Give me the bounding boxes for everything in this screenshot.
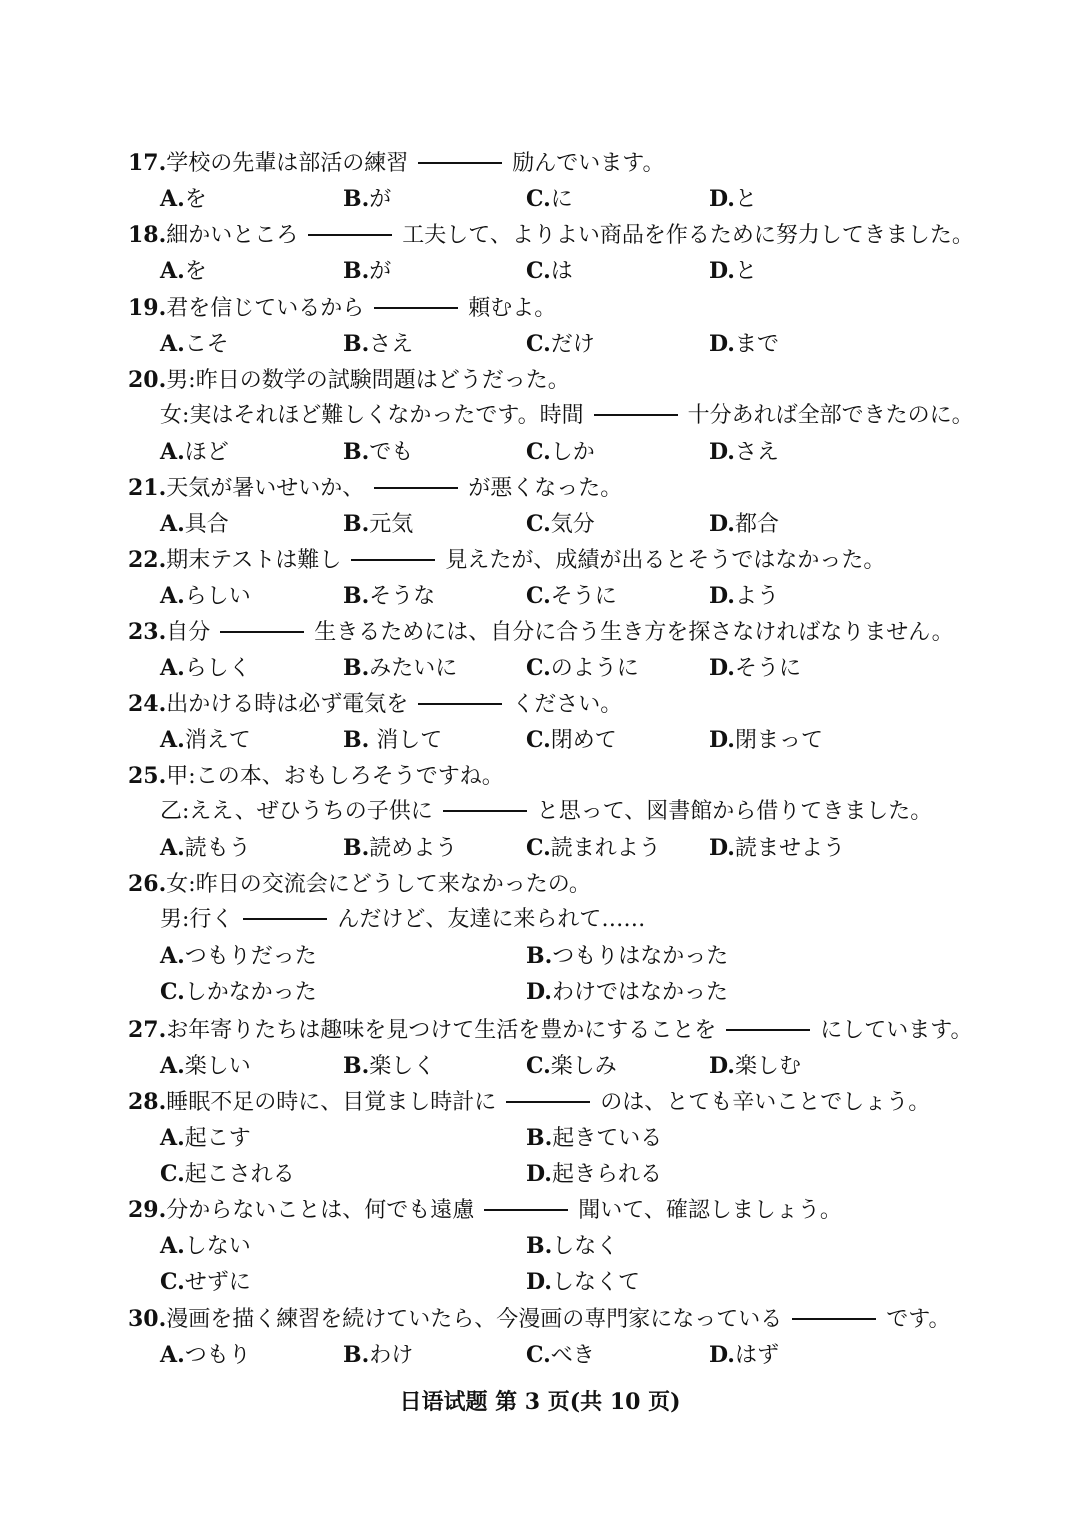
stem-text-after: 十分あれば全部できたのに。: [687, 403, 974, 428]
option-letter: D.: [709, 258, 735, 284]
option-text: 消して: [369, 728, 443, 753]
option-d: [709, 722, 823, 759]
stem-text-before: 男:行く: [160, 907, 234, 932]
option-letter: D.: [709, 439, 735, 465]
option-text: 気分: [550, 512, 595, 537]
option-d: [526, 974, 728, 1011]
question-23: [0, 614, 1080, 686]
option-letter: B.: [343, 583, 370, 609]
option-letter: A.: [160, 727, 185, 753]
answer-blank: [443, 810, 527, 812]
option-c: [526, 326, 595, 363]
option-letter: B.: [343, 655, 370, 681]
stem-text-before: 漫画を描く練習を続けていたら、今漫画の専門家になっている: [166, 1307, 783, 1332]
option-letter: D.: [709, 186, 735, 212]
dialogue-line-1: 男:昨日の数学の試験問題はどうだった。: [166, 368, 570, 393]
stem-text-after: 工夫して、よりよい商品を作るために努力してきました。: [402, 223, 974, 248]
page-footer: 日语试题 第 3 页(共 10 页): [399, 1389, 681, 1415]
option-c: [160, 1156, 295, 1193]
stem-text-after: が悪くなった。: [468, 476, 623, 501]
question-number: 25.: [128, 763, 167, 789]
option-d: [709, 650, 801, 687]
option-text: 起こす: [184, 1126, 251, 1151]
option-letter: B.: [343, 1053, 370, 1079]
option-text: こそ: [184, 332, 229, 357]
option-letter: D.: [709, 331, 735, 357]
answer-blank: [243, 918, 327, 920]
option-c: [160, 1264, 251, 1301]
stem-text-after: です。: [886, 1307, 951, 1332]
dialogue-line-2: [160, 902, 645, 938]
option-text: しかなかった: [184, 980, 317, 1005]
option-c: [526, 722, 617, 759]
option-c: [526, 181, 573, 218]
question-number: 20.: [128, 367, 167, 393]
stem-text-before: 自分: [166, 620, 211, 645]
question-24: [0, 686, 1080, 758]
option-letter: C.: [526, 186, 551, 212]
option-letter: D.: [709, 727, 735, 753]
option-text: 起きている: [552, 1126, 663, 1151]
option-letter: B.: [343, 511, 370, 537]
stem-text-after: んだけど、友達に来られて……: [337, 907, 646, 932]
option-letter: D.: [709, 511, 735, 537]
option-letter: A.: [160, 511, 185, 537]
option-text: 読めよう: [369, 836, 458, 861]
question-18: [0, 217, 1080, 289]
stem-text-after: と思って、図書館から借りてきました。: [536, 799, 933, 824]
option-letter: D.: [526, 979, 552, 1005]
option-c: [526, 578, 617, 615]
answer-blank: [418, 703, 502, 705]
option-text: を: [184, 259, 207, 284]
option-a: [160, 1048, 251, 1085]
answer-blank: [374, 487, 458, 489]
question-number: 17.: [128, 150, 167, 176]
option-text: つもりだった: [184, 944, 317, 969]
option-a: [160, 434, 229, 471]
question-stem: [128, 470, 622, 507]
option-letter: C.: [526, 727, 551, 753]
option-d: [709, 434, 779, 471]
question-number: 24.: [128, 691, 167, 717]
stem-text-after: 励んでいます。: [512, 151, 665, 176]
answer-blank: [484, 1209, 568, 1211]
answer-blank: [220, 631, 304, 633]
option-b: [526, 1120, 662, 1157]
option-d: [526, 1264, 640, 1301]
question-stem: [128, 1301, 951, 1338]
option-text: に: [550, 187, 573, 212]
option-letter: D.: [709, 583, 735, 609]
dialogue-line-2: [160, 794, 932, 830]
question-22: [0, 542, 1080, 614]
option-a: [160, 1120, 251, 1157]
option-a: [160, 650, 251, 687]
option-letter: A.: [160, 943, 185, 969]
option-text: 消えて: [184, 728, 251, 753]
option-b: [343, 506, 413, 543]
option-b: [526, 938, 728, 975]
option-text: つもりはなかった: [552, 944, 729, 969]
option-letter: C.: [526, 331, 551, 357]
option-c: [526, 506, 595, 543]
question-stem: [128, 1012, 973, 1049]
option-letter: C.: [526, 583, 551, 609]
option-d: [709, 506, 779, 543]
stem-text-after: 聞いて、確認しましょう。: [578, 1198, 842, 1223]
option-text: べき: [550, 1343, 595, 1368]
option-letter: C.: [160, 979, 185, 1005]
option-b: [343, 434, 413, 471]
option-b: [343, 326, 413, 363]
stem-text-after: 頼むよ。: [468, 296, 557, 321]
option-text: でも: [369, 440, 414, 465]
answer-blank: [374, 307, 458, 309]
stem-text-before: 期末テストは難し: [166, 548, 342, 573]
option-letter: B.: [526, 1125, 553, 1151]
option-letter: C.: [526, 835, 551, 861]
option-b: [526, 1228, 618, 1265]
option-a: [160, 830, 251, 867]
option-text: 元気: [369, 512, 414, 537]
stem-text-before: 睡眠不足の時に、目覚まし時計に: [166, 1090, 497, 1115]
option-text: 閉めて: [550, 728, 617, 753]
option-text: しなく: [552, 1234, 619, 1259]
option-d: [709, 830, 845, 867]
question-number: 21.: [128, 475, 167, 501]
option-letter: C.: [526, 511, 551, 537]
option-c: [526, 830, 661, 867]
option-letter: C.: [160, 1161, 185, 1187]
option-text: しなくて: [551, 1270, 640, 1295]
option-b: [343, 1337, 413, 1374]
option-letter: B.: [343, 439, 370, 465]
option-a: [160, 578, 251, 615]
option-letter: B.: [343, 835, 370, 861]
stem-text-after: 生きるためには、自分に合う生き方を探さなければなりません。: [314, 620, 954, 645]
option-text: が: [369, 259, 392, 284]
option-a: [160, 253, 207, 290]
question-stem: [128, 362, 570, 399]
option-letter: B.: [343, 1342, 370, 1368]
question-number: 29.: [128, 1197, 167, 1223]
dialogue-line-1: 女:昨日の交流会にどうして来なかったの。: [166, 872, 591, 897]
option-a: [160, 938, 317, 975]
option-a: [160, 181, 207, 218]
question-stem: [128, 758, 504, 795]
option-letter: B.: [343, 186, 370, 212]
answer-blank: [726, 1029, 810, 1031]
option-letter: B.: [343, 331, 370, 357]
option-letter: A.: [160, 1125, 185, 1151]
option-c: [526, 434, 595, 471]
option-b: [343, 181, 391, 218]
option-text: はず: [734, 1343, 779, 1368]
option-letter: C.: [526, 439, 551, 465]
option-c: [160, 974, 317, 1011]
question-21: [0, 470, 1080, 542]
stem-text-after: 見えたが、成績が出るとそうではなかった。: [445, 548, 886, 573]
answer-blank: [792, 1318, 876, 1320]
option-text: 読もう: [184, 836, 251, 861]
option-letter: B.: [343, 258, 370, 284]
option-letter: D.: [526, 1161, 552, 1187]
option-text: 起きられる: [551, 1162, 662, 1187]
dialogue-line-2: [160, 398, 974, 434]
option-d: [709, 326, 779, 363]
answer-blank: [308, 234, 392, 236]
stem-text-before: お年寄りたちは趣味を見つけて生活を豊かにすることを: [166, 1018, 717, 1043]
option-d: [709, 181, 757, 218]
question-19: [0, 290, 1080, 362]
option-a: [160, 1337, 251, 1374]
option-b: [343, 650, 457, 687]
option-text: よう: [734, 584, 779, 609]
question-number: 27.: [128, 1017, 167, 1043]
option-text: まで: [734, 332, 779, 357]
option-b: [343, 830, 457, 867]
question-20: [0, 362, 1080, 470]
option-a: [160, 506, 229, 543]
option-text: そうに: [550, 584, 617, 609]
option-text: 具合: [184, 512, 229, 537]
question-stem: [128, 145, 665, 182]
option-letter: C.: [160, 1269, 185, 1295]
question-stem: [128, 614, 954, 651]
option-d: [526, 1156, 662, 1193]
option-b: [343, 722, 442, 759]
option-letter: C.: [526, 1342, 551, 1368]
option-letter: A.: [160, 1342, 185, 1368]
option-text: と: [734, 259, 757, 284]
question-number: 26.: [128, 871, 167, 897]
stem-text-before: 分からないことは、何でも遠慮: [166, 1198, 475, 1223]
option-d: [709, 1048, 801, 1085]
option-text: そうな: [369, 584, 436, 609]
option-letter: D.: [709, 835, 735, 861]
option-letter: A.: [160, 331, 185, 357]
option-letter: A.: [160, 583, 185, 609]
option-text: 楽しい: [184, 1054, 251, 1079]
stem-text-before: 君を信じているから: [166, 296, 365, 321]
stem-text-before: 出かける時は必ず電気を: [166, 692, 409, 717]
option-text: が: [369, 187, 392, 212]
option-d: [709, 578, 779, 615]
question-28: [0, 1084, 1080, 1192]
option-text: さえ: [734, 440, 779, 465]
answer-blank: [418, 162, 502, 164]
option-letter: A.: [160, 1053, 185, 1079]
option-letter: C.: [526, 655, 551, 681]
option-text: を: [184, 187, 207, 212]
option-text: だけ: [550, 332, 595, 357]
option-letter: D.: [709, 1053, 735, 1079]
option-a: [160, 326, 229, 363]
option-text: らしい: [184, 584, 251, 609]
option-text: そうに: [734, 656, 801, 681]
option-letter: A.: [160, 1233, 185, 1259]
option-text: 閉まって: [734, 728, 823, 753]
option-letter: A.: [160, 655, 185, 681]
option-text: らしく: [184, 656, 251, 681]
option-b: [343, 578, 435, 615]
option-text: しない: [184, 1234, 251, 1259]
option-letter: C.: [526, 1053, 551, 1079]
option-letter: B.: [343, 727, 370, 753]
option-letter: A.: [160, 186, 185, 212]
question-27: [0, 1012, 1080, 1084]
question-17: [0, 145, 1080, 217]
question-number: 19.: [128, 295, 167, 321]
option-text: さえ: [369, 332, 414, 357]
option-text: 読ませよう: [734, 836, 845, 861]
question-stem: [128, 866, 591, 903]
option-text: わけ: [369, 1343, 414, 1368]
option-d: [709, 253, 757, 290]
question-number: 22.: [128, 547, 167, 573]
answer-blank: [506, 1101, 590, 1103]
option-c: [526, 253, 573, 290]
stem-text-after: ください。: [512, 692, 623, 717]
option-text: と: [734, 187, 757, 212]
option-text: 起こされる: [184, 1162, 295, 1187]
question-stem: [128, 1084, 930, 1121]
option-text: 楽しむ: [734, 1054, 801, 1079]
option-letter: D.: [709, 655, 735, 681]
option-letter: A.: [160, 258, 185, 284]
question-stem: [128, 686, 622, 723]
option-letter: C.: [526, 258, 551, 284]
answer-blank: [594, 414, 678, 416]
option-b: [343, 253, 391, 290]
option-a: [160, 722, 251, 759]
option-c: [526, 1337, 595, 1374]
question-stem: [128, 1192, 842, 1229]
option-letter: B.: [526, 1233, 553, 1259]
question-stem: [128, 217, 974, 254]
question-number: 28.: [128, 1089, 167, 1115]
question-stem: [128, 542, 885, 579]
option-c: [526, 1048, 617, 1085]
question-number: 18.: [128, 222, 167, 248]
stem-text-after: のは、とても辛いことでしょう。: [600, 1090, 931, 1115]
option-text: しか: [550, 440, 595, 465]
option-text: ほど: [184, 440, 229, 465]
option-letter: D.: [526, 1269, 552, 1295]
option-letter: B.: [526, 943, 553, 969]
option-text: 読まれよう: [550, 836, 661, 861]
stem-text-before: 細かいところ: [166, 223, 299, 248]
option-text: わけではなかった: [551, 980, 728, 1005]
option-text: 都合: [734, 512, 779, 537]
question-number: 23.: [128, 619, 167, 645]
question-29: [0, 1192, 1080, 1300]
stem-text-before: 学校の先輩は部活の練習: [166, 151, 409, 176]
question-30: [0, 1301, 1080, 1373]
option-c: [526, 650, 639, 687]
option-text: 楽しく: [369, 1054, 436, 1079]
question-stem: [128, 290, 556, 327]
option-letter: D.: [709, 1342, 735, 1368]
stem-text-before: 乙:ええ、ぜひうちの子供に: [160, 799, 433, 824]
question-number: 30.: [128, 1306, 167, 1332]
stem-text-before: 天気が暑いせいか、: [166, 476, 365, 501]
option-text: つもり: [184, 1343, 251, 1368]
question-25: [0, 758, 1080, 866]
option-a: [160, 1228, 251, 1265]
option-d: [709, 1337, 779, 1374]
stem-text-after: にしています。: [820, 1018, 973, 1043]
stem-text-before: 女:実はそれほど難しくなかったです。時間: [160, 403, 584, 428]
option-text: のように: [550, 656, 639, 681]
option-text: 楽しみ: [550, 1054, 617, 1079]
option-text: みたいに: [369, 656, 458, 681]
option-letter: A.: [160, 439, 185, 465]
option-letter: A.: [160, 835, 185, 861]
option-text: は: [550, 259, 573, 284]
option-b: [343, 1048, 435, 1085]
dialogue-line-1: 甲:この本、おもしろそうですね。: [166, 764, 504, 789]
question-26: [0, 866, 1080, 1010]
option-text: せずに: [184, 1270, 251, 1295]
answer-blank: [351, 559, 435, 561]
